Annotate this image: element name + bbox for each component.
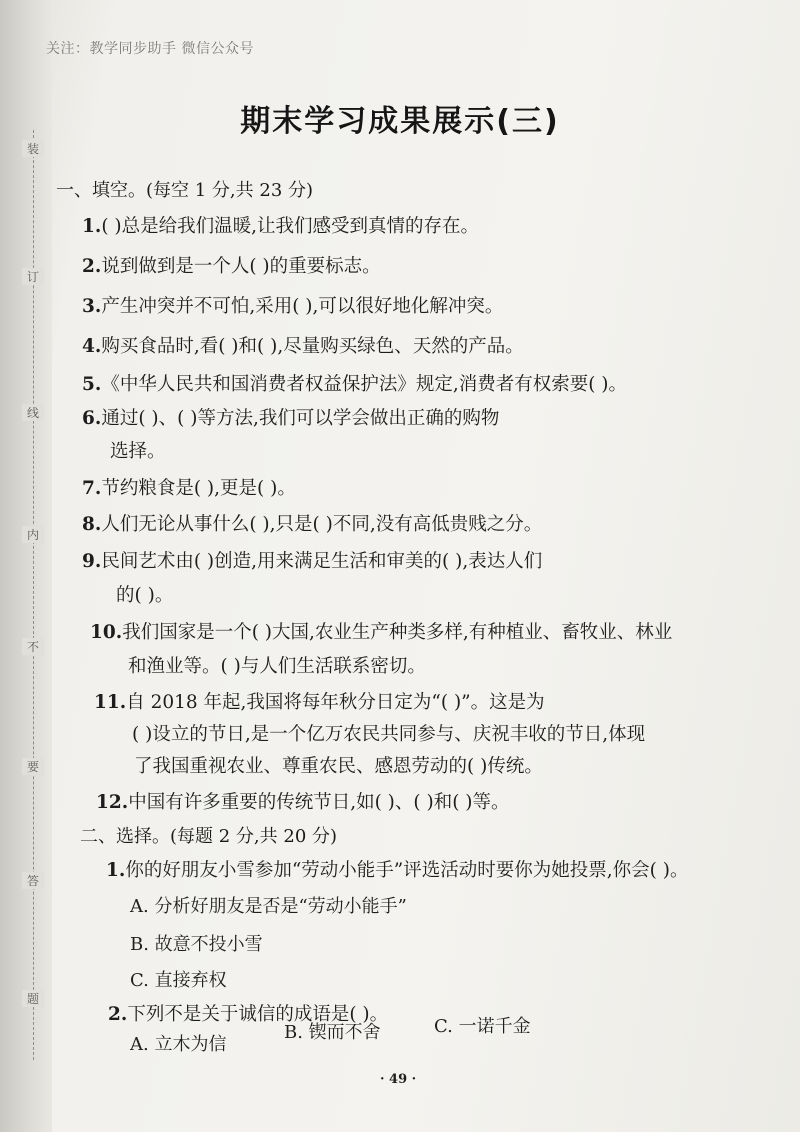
question-text: 中国有许多重要的传统节日,如( )、( )和( )等。 (128, 792, 510, 813)
question-5 (82, 370, 627, 396)
binding-char: 内 (22, 526, 44, 543)
choice-option-c: C. 直接弃权 (130, 970, 227, 991)
choice-option-c: C. 一诺千金 (434, 1016, 531, 1037)
question-number: 10. (90, 622, 123, 643)
question-2 (82, 252, 381, 278)
question-9-continued: 的( )。 (116, 585, 174, 606)
question-number: 12. (96, 792, 129, 813)
binding-char: 题 (22, 990, 44, 1007)
binding-char: 线 (22, 404, 44, 421)
question-text: 你的好朋友小雪参加“劳动小能手”评选活动时要你为她投票,你会( )。 (125, 860, 689, 881)
question-text: 产生冲突并不可怕,采用( ),可以很好地化解冲突。 (101, 296, 504, 317)
question-number: 2. (82, 256, 102, 277)
question-text: 通过( )、( )等方法,我们可以学会做出正确的购物 (101, 408, 500, 429)
question-3 (82, 292, 503, 318)
question-11-continued-2: 了我国重视农业、尊重农民、感恩劳动的( )传统。 (134, 756, 543, 777)
question-1 (82, 212, 479, 238)
binding-margin (0, 0, 52, 1132)
choice-option-b: B. 故意不投小雪 (130, 934, 263, 955)
question-number: 1. (82, 216, 102, 237)
section-heading-fill-in: 一、填空。(每空 1 分,共 23 分) (56, 180, 314, 201)
binding-char: 要 (22, 758, 44, 775)
question-number: 2. (108, 1004, 128, 1025)
binding-char: 答 (22, 872, 44, 889)
question-text: 说到做到是一个人( )的重要标志。 (101, 256, 381, 277)
question-text: 我们国家是一个( )大国,农业生产种类多样,有种植业、畜牧业、林业 (122, 622, 673, 643)
choice-question-1 (106, 856, 688, 882)
question-4 (82, 332, 524, 358)
page-number: · 49 · (380, 1072, 417, 1087)
question-number: 3. (82, 296, 102, 317)
question-number: 8. (82, 514, 102, 535)
question-number: 7. (82, 478, 102, 499)
question-number: 11. (94, 692, 127, 713)
page-title: 期末学习成果展示(三) (240, 104, 560, 139)
question-7 (82, 474, 296, 500)
choice-option-b: B. 锲而不舍 (284, 1022, 381, 1043)
watermark-text: 关注：教学同步助手 微信公众号 (46, 41, 254, 57)
choice-option-a: A. 立木为信 (130, 1034, 227, 1055)
question-text: 自 2018 年起,我国将每年秋分日定为“( )”。这是为 (126, 692, 545, 713)
question-10-continued: 和渔业等。( )与人们生活联系密切。 (128, 656, 426, 677)
question-11-continued-1: ( )设立的节日,是一个亿万农民共同参与、庆祝丰收的节日,体现 (132, 724, 646, 745)
question-12 (96, 788, 510, 814)
question-text: 民间艺术由( )创造,用来满足生活和审美的( ),表达人们 (101, 551, 543, 572)
question-11 (94, 688, 545, 714)
binding-char: 不 (22, 638, 44, 655)
question-text: 下列不是关于诚信的成语是( )。 (127, 1004, 389, 1025)
question-number: 1. (106, 860, 126, 881)
question-number: 6. (82, 408, 102, 429)
question-9 (82, 547, 542, 573)
question-number: 5. (82, 374, 102, 395)
section-heading-choice: 二、选择。(每题 2 分,共 20 分) (80, 826, 338, 847)
question-10 (90, 618, 672, 644)
question-text: ( )总是给我们温暖,让我们感受到真情的存在。 (101, 216, 480, 237)
question-text: 节约粮食是( ),更是( )。 (101, 478, 296, 499)
binding-char: 装 (22, 140, 44, 157)
question-text: 《中华人民共和国消费者权益保护法》规定,消费者有权索要( )。 (101, 374, 628, 395)
question-number: 9. (82, 551, 102, 572)
question-6 (82, 404, 499, 430)
question-number: 4. (82, 336, 102, 357)
question-text: 购买食品时,看( )和( ),尽量购买绿色、天然的产品。 (101, 336, 524, 357)
question-8 (82, 510, 542, 536)
question-text: 人们无论从事什么( ),只是( )不同,没有高低贵贱之分。 (101, 514, 543, 535)
choice-option-a: A. 分析好朋友是否是“劳动小能手” (130, 896, 407, 917)
binding-char: 订 (22, 268, 44, 285)
question-6-continued: 选择。 (110, 441, 166, 462)
